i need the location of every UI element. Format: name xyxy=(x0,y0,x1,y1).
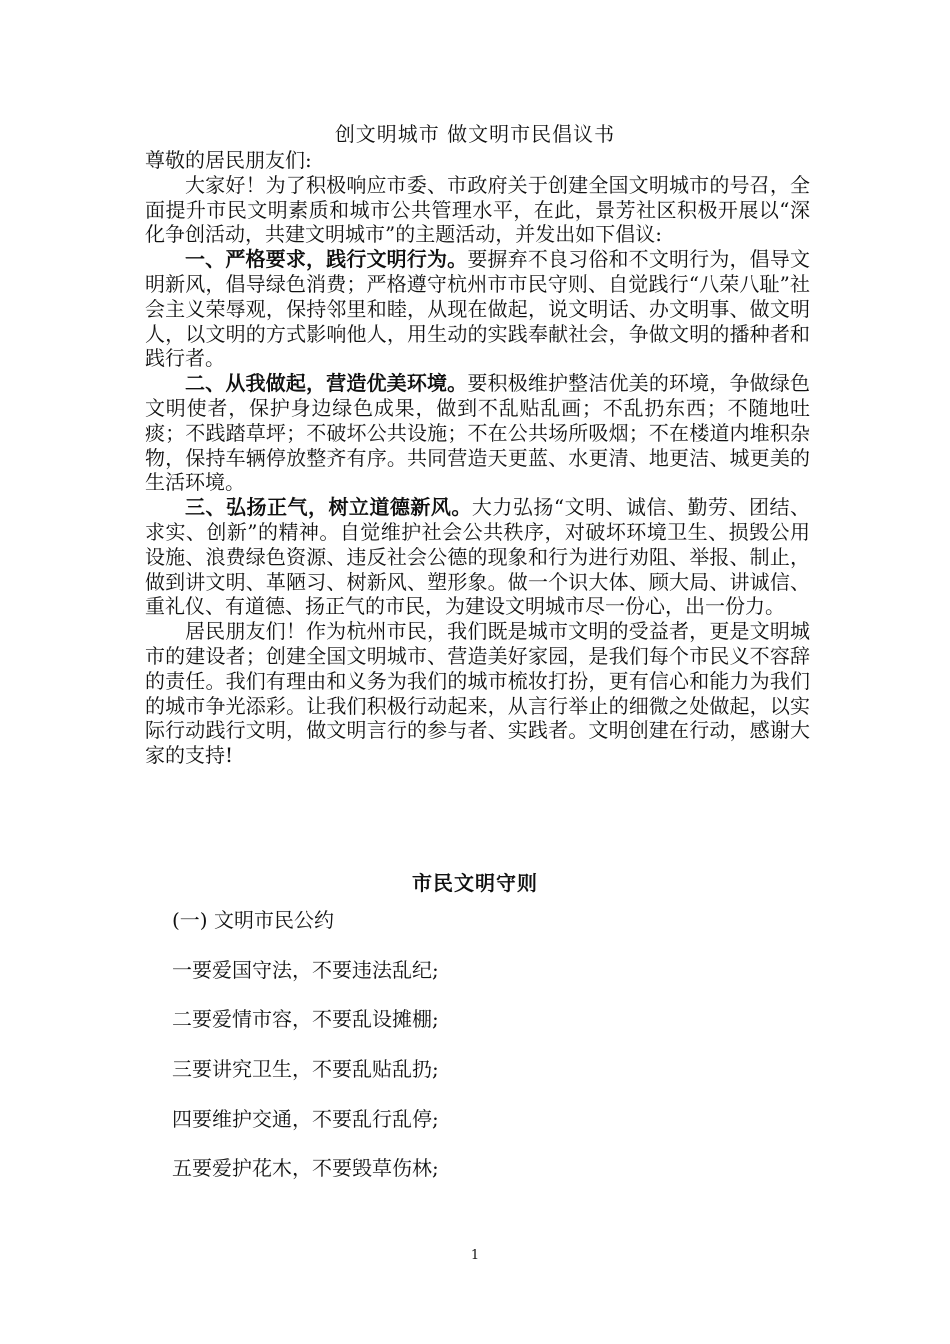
rules-list xyxy=(172,905,812,1203)
item-3-text: 大力弘扬“文明、诚信、勤劳、团结、求实、创新”的精神。自觉维护社会公共秩序，对破坏环境卫生、损毁公用设施、浪费绿色资源、违反社会公德的现象和行为进行劝阻、举报、制止，做到讲文明、革陋习、树新风、塑形象。做一个识大体、顾大局、讲诚信、重礼仪、有道德、扬正气的市民，为建设文明城市尽一份心，出一份力。 xyxy=(145,495,810,619)
rule-item: 四要维护交通，不要乱行乱停; xyxy=(172,1106,439,1131)
item-1-paragraph xyxy=(145,247,810,371)
rule-item: 一要爱国守法，不要违法乱纪; xyxy=(172,957,439,982)
document-title: 创文明城市 做文明市民倡议书 xyxy=(334,122,616,146)
item-2-text: 要积极维护整洁优美的环境，争做绿色文明使者，保护身边绿色成果，做到不乱贴乱画；不乱扔东西；不随地吐痰；不践踏草坪；不破坏公共设施；不在公共场所吸烟；不在楼道内堆积杂物，保持车辆停放整齐有序。共同营造天更蓝、水更清、地更洁、城更美的生活环境。 xyxy=(145,371,811,495)
item-1-heading: 一、严格要求，践行文明行为。 xyxy=(185,247,468,272)
proposal-body xyxy=(145,148,810,768)
page-number: 1 xyxy=(470,1248,480,1263)
rule-item: 二要爱情市容，不要乱设摊棚; xyxy=(172,1007,439,1032)
item-3-heading: 三、弘扬正气，树立道德新风。 xyxy=(185,495,472,520)
item-2-paragraph xyxy=(145,371,810,495)
rule-item: 五要爱护花木，不要毁草伤林; xyxy=(172,1156,439,1181)
item-2-heading: 二、从我做起，营造优美环境。 xyxy=(185,371,468,396)
intro-paragraph: 大家好！为了积极响应市委、市政府关于创建全国文明城市的号召，全面提升市民文明素质和城市公共管理水平，在此，景芳社区积极开展以“深化争创活动，共建文明城市”的主题活动，并发出如下倡议: xyxy=(145,172,810,247)
rule-item: 三要讲究卫生，不要乱贴乱扔; xyxy=(172,1057,439,1082)
closing-paragraph: 居民朋友们！作为杭州市民，我们既是城市文明的受益者，更是文明城市的建设者；创建全国文明城市、营造美好家园，是我们每个市民义不容辞的责任。我们有理由和义务为我们的城市梳妆打扮，更有信心和能力为我们的城市争光添彩。让我们积极行动起来，从言行举止的细微之处做起，以实际行动践行文明，做文明言行的参与者、实践者。文明创建在行动，感谢大家的支持! xyxy=(145,619,810,768)
item-3-paragraph xyxy=(145,495,810,619)
item-1-text: 要摒弃不良习俗和不文明行为，倡导文明新风，倡导绿色消费；严格遵守杭州市市民守则、自觉践行“八荣八耻”社会主义荣辱观，保持邻里和睦，从现在做起，说文明话、办文明事、做文明人，以文明的方式影响他人，用生动的实践奉献社会，争做文明的播种者和践行者。 xyxy=(145,247,811,371)
rules-title: 市民文明守则 xyxy=(412,871,538,895)
rules-subtitle: (一) 文明市民公约 xyxy=(172,908,334,932)
salutation: 尊敬的居民朋友们: xyxy=(145,148,312,172)
